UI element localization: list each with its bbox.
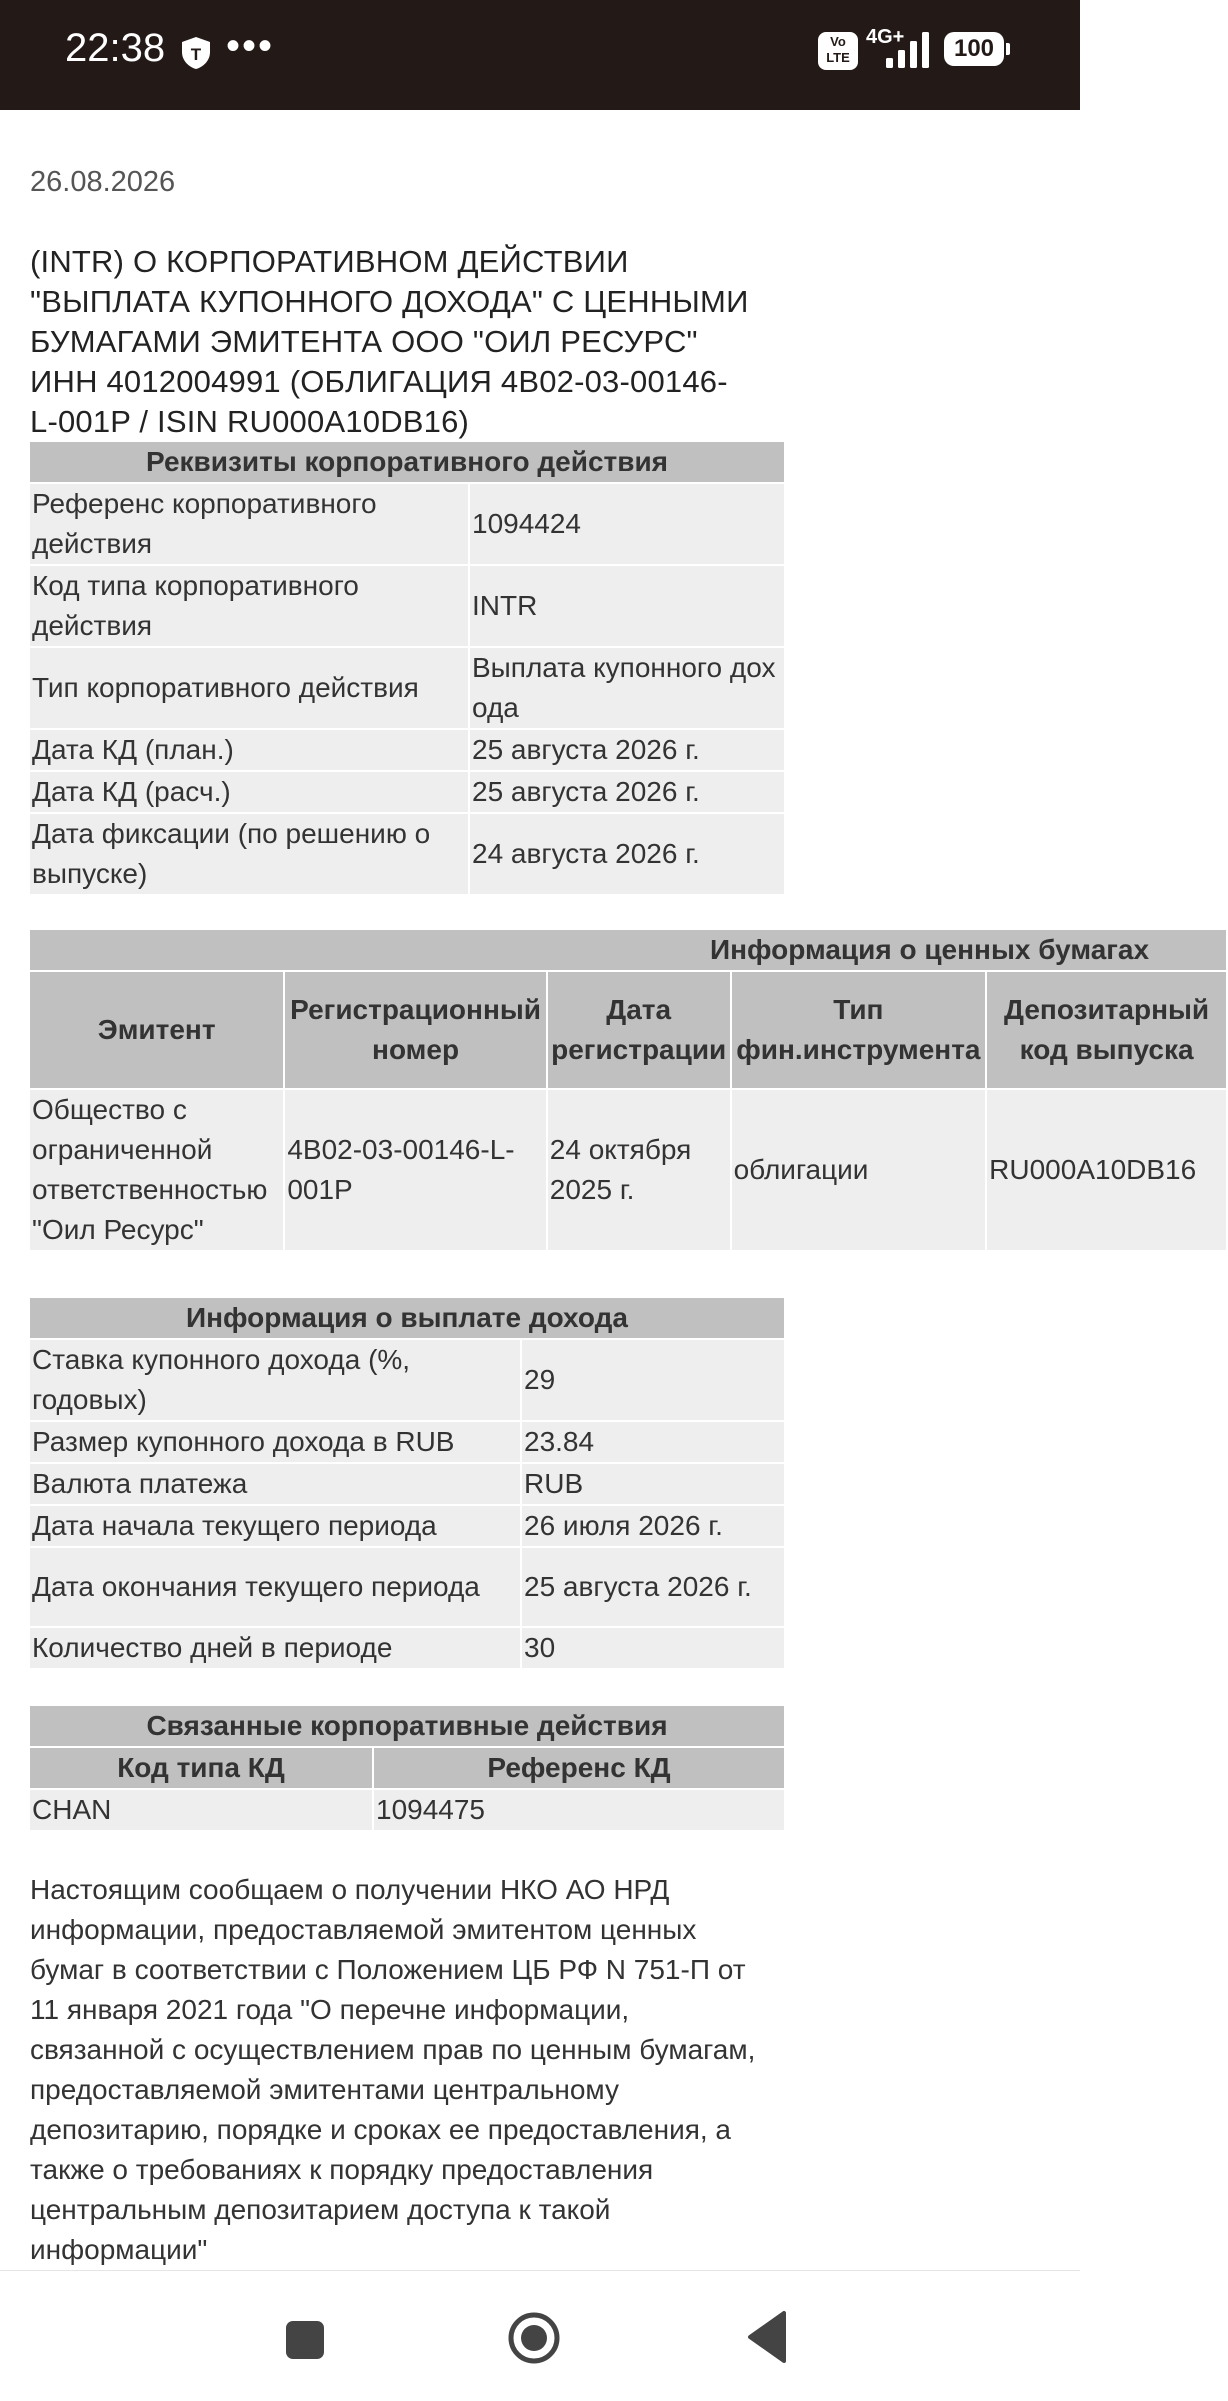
- action-type-cell: CHAN: [30, 1790, 372, 1830]
- row-value: 25 августа 2026 г.: [470, 772, 784, 812]
- row-value: 24 августа 2026 г.: [470, 814, 784, 894]
- row-label: Размер купонного дохода в RUB: [30, 1422, 520, 1462]
- clock: 22:38: [65, 26, 166, 70]
- column-header: Тип фин.инструмента: [732, 972, 986, 1088]
- row-label: Дата окончания текущего периода: [30, 1548, 520, 1626]
- row-value: RUB: [522, 1464, 784, 1504]
- table-row: [30, 484, 784, 564]
- row-label: Дата КД (расч.): [30, 772, 468, 812]
- table-row: [30, 648, 784, 728]
- table-row: [30, 730, 784, 770]
- securities-info-table: [28, 928, 1228, 1252]
- row-value: Выплата купонного дохода: [470, 648, 784, 728]
- column-header: Эмитент: [30, 972, 283, 1088]
- table-row: [30, 1548, 784, 1626]
- action-reference-cell: 1094475: [374, 1790, 784, 1830]
- column-header: Референс КД: [374, 1748, 784, 1788]
- table-row: [30, 1340, 784, 1420]
- related-actions-table: [28, 1704, 786, 1832]
- table-row: [30, 566, 784, 646]
- table-row: [30, 1790, 784, 1830]
- svg-text:T: T: [190, 45, 202, 64]
- row-label: Валюта платежа: [30, 1464, 520, 1504]
- row-value: 26 июля 2026 г.: [522, 1506, 784, 1546]
- table-header: Связанные корпоративные действия: [30, 1706, 784, 1746]
- income-payment-table: [28, 1296, 786, 1670]
- issuer-cell: Общество с ограниченной ответственностью "Оил Ресурс": [30, 1090, 283, 1250]
- registration-number-cell: 4B02-03-00146-L-001P: [285, 1090, 545, 1250]
- row-value: 23.84: [522, 1422, 784, 1462]
- instrument-type-cell: облигации: [732, 1090, 986, 1250]
- battery-icon: 100: [944, 32, 1004, 66]
- column-header: Депозитарный код выпуска: [987, 972, 1226, 1088]
- signal-icon: [880, 30, 932, 70]
- column-header: Код типа КД: [30, 1748, 372, 1788]
- row-label: Тип корпоративного действия: [30, 648, 468, 728]
- registration-date-cell: 24 октября 2025 г.: [548, 1090, 730, 1250]
- row-value: 29: [522, 1340, 784, 1420]
- recents-icon[interactable]: [286, 2321, 324, 2359]
- row-label: Дата начала текущего периода: [30, 1506, 520, 1546]
- column-header: Регистрационный номер: [285, 972, 545, 1088]
- shield-icon: [180, 36, 212, 70]
- table-header: Информация о выплате дохода: [30, 1298, 784, 1338]
- row-value: 30: [522, 1628, 784, 1668]
- row-label: Количество дней в периоде: [30, 1628, 520, 1668]
- row-label: Код типа корпоративного действия: [30, 566, 468, 646]
- row-label: Референс корпоративного действия: [30, 484, 468, 564]
- row-label: Дата фиксации (по решению о выпуске): [30, 814, 468, 894]
- column-header: Дата регистрации: [548, 972, 730, 1088]
- table-row: [30, 1506, 784, 1546]
- row-value: INTR: [470, 566, 784, 646]
- table-header: Информация о ценных бумагах: [30, 930, 1226, 970]
- home-icon[interactable]: [507, 2311, 561, 2365]
- message-content: [30, 110, 1210, 2270]
- navigation-bar: [0, 2270, 1080, 2401]
- row-value: 25 августа 2026 г.: [522, 1548, 784, 1626]
- table-header: Реквизиты корпоративного действия: [30, 442, 784, 482]
- corporate-action-details-table: [28, 440, 786, 896]
- depository-code-cell: RU000A10DB16: [987, 1090, 1226, 1250]
- back-icon[interactable]: [744, 2309, 788, 2365]
- row-label: Дата КД (план.): [30, 730, 468, 770]
- row-value: 25 августа 2026 г.: [470, 730, 784, 770]
- row-value: 1094424: [470, 484, 784, 564]
- table-row: [30, 1464, 784, 1504]
- notice-text: Настоящим сообщаем о получении НКО АО НРД информации, предоставляемой эмитентом ценных бумаг в соответствии с Положением ЦБ РФ N 751-П от 11 января 2021 года "О перечне информации, связанной с осуществлением прав по ценным бумагам, предоставляемой эмитентами центральному депозитарию, порядке и сроках ее предоставления, а также о требованиях к порядку предоставления центральным депозитарием доступа к такой информации": [30, 1874, 756, 2265]
- volte-icon: Vo LTE: [818, 32, 858, 70]
- table-row: [30, 772, 784, 812]
- table-row: [30, 1090, 1226, 1250]
- table-row: [30, 1422, 784, 1462]
- message-date: 26.08.2026: [30, 166, 176, 198]
- more-notifications-icon: •••: [226, 24, 275, 68]
- network-type: 4G+: [866, 26, 905, 48]
- page-title: (INTR) О КОРПОРАТИВНОМ ДЕЙСТВИИ "ВЫПЛАТА КУПОННОГО ДОХОДА" С ЦЕННЫМИ БУМАГАМИ ЭМИТЕНТА ООО "ОИЛ РЕСУРС" ИНН 4012004991 (ОБЛИГАЦИЯ 4B02-03-00146-L-001P / ISIN RU000A10DB16): [30, 244, 749, 439]
- row-label: Ставка купонного дохода (%, годовых): [30, 1340, 520, 1420]
- table-row: [30, 1628, 784, 1668]
- status-bar: [0, 0, 1080, 110]
- table-row: [30, 814, 784, 894]
